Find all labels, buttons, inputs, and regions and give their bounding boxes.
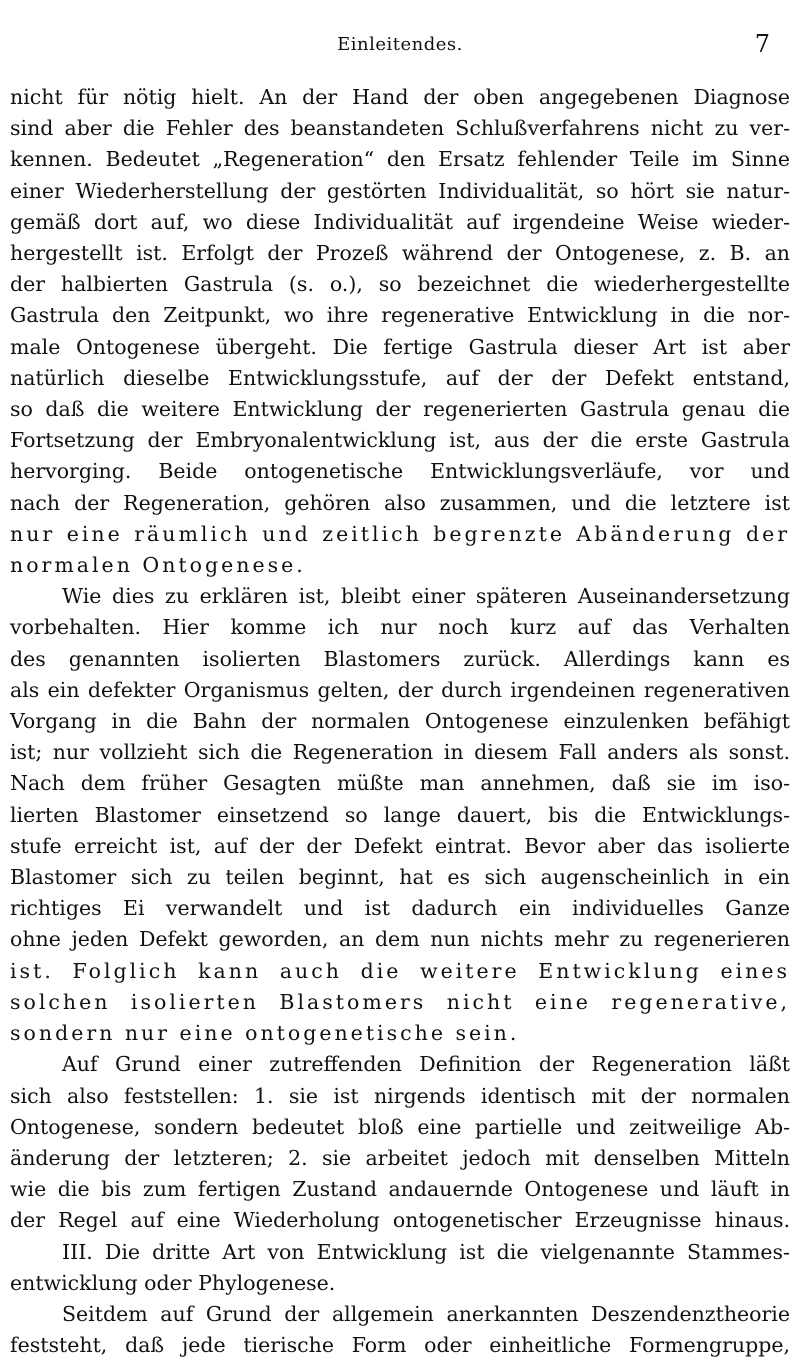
text-line: sondern nur eine ontogenetische sein. bbox=[10, 1021, 520, 1046]
text-line: feststeht, daß jede tierische Form oder einheitliche Formengruppe, bbox=[10, 1333, 790, 1358]
text-line: Seitdem auf Grund der allgemein anerkannten Deszendenztheorie bbox=[62, 1301, 790, 1326]
text-line: nicht für nötig hielt. An der Hand der oben angegebenen Diagnose bbox=[10, 85, 790, 109]
text-line: normalen Ontogenese. bbox=[10, 553, 306, 578]
running-title: Einleitendes. bbox=[337, 34, 463, 55]
body-text bbox=[10, 82, 790, 1361]
text-line: gemäß dort auf, wo diese Individualität auf irgendeine Weise wieder- bbox=[10, 209, 790, 234]
text-line: male Ontogenese übergeht. Die fertige Gastrula dieser Art ist aber bbox=[10, 334, 790, 359]
text-line: sich also feststellen: 1. sie ist nirgends identisch mit der normalen bbox=[10, 1083, 790, 1108]
text-line: vorbehalten. Hier komme ich nur noch kurz auf das Verhalten bbox=[10, 615, 790, 640]
text-line: Vorgang in die Bahn der normalen Ontogenese einzulenken befähigt bbox=[10, 709, 790, 734]
text-line: nach der Regeneration, gehören also zusammen, und die letztere ist bbox=[10, 490, 790, 515]
text-line: ist; nur vollzieht sich die Regeneration in diesem Fall anders als sonst. bbox=[10, 740, 790, 765]
text-line: sind aber die Fehler des beanstandeten Schlußverfahrens nicht zu ver- bbox=[10, 116, 790, 141]
running-head bbox=[0, 30, 800, 60]
text-line: als ein defekter Organismus gelten, der durch irgendeinen regenerativen bbox=[10, 677, 790, 702]
text-line: solchen isolierten Blastomers nicht eine regenerative, bbox=[10, 989, 790, 1014]
text-line: hervorging. Beide ontogenetische Entwicklungsverläufe, vor und bbox=[10, 459, 790, 484]
text-line: ist. Folglich kann auch die weitere Entwicklung eines bbox=[10, 958, 790, 983]
text-line: Gastrula den Zeitpunkt, wo ihre regenerative Entwicklung in die nor- bbox=[10, 303, 790, 328]
text-line: stufe erreicht ist, auf der der Defekt eintrat. Bevor aber das isolierte bbox=[10, 833, 790, 858]
text-line: hergestellt ist. Erfolgt der Prozeß während der Ontogenese, z. B. an bbox=[10, 241, 790, 266]
text-line: des genannten isolierten Blastomers zurück. Allerdings kann es bbox=[10, 646, 790, 671]
text-line: so daß die weitere Entwicklung der regenerierten Gastrula genau die bbox=[10, 397, 790, 422]
text-line: Nach dem früher Gesagten müßte man annehmen, daß sie im iso- bbox=[10, 771, 790, 796]
text-line: Ontogenese, sondern bedeutet bloß eine partielle und zeitweilige Ab- bbox=[10, 1114, 790, 1139]
text-line: Auf Grund einer zutreffenden Definition der Regeneration läßt bbox=[62, 1052, 790, 1077]
text-line: richtiges Ei verwandelt und ist dadurch ein individuelles Ganze bbox=[10, 896, 790, 921]
text-line: änderung der letzteren; 2. sie arbeitet jedoch mit denselben Mitteln bbox=[10, 1145, 790, 1170]
text-line: kennen. Bedeutet „Regeneration“ den Ersatz fehlender Teile im Sinne bbox=[10, 147, 790, 172]
text-line: Fortsetzung der Embryonalentwicklung ist, aus der die erste Gastrula bbox=[10, 428, 790, 453]
text-line: der halbierten Gastrula (s. o.), so bezeichnet die wiederhergestellte bbox=[10, 272, 790, 297]
text-line: einer Wiederherstellung der gestörten Individualität, so hört sie natur- bbox=[10, 178, 790, 203]
text-line: der Regel auf eine Wiederholung ontogenetischer Erzeugnisse hinaus. bbox=[10, 1208, 790, 1233]
text-line: natürlich dieselbe Entwicklungsstufe, auf der der Defekt entstand, bbox=[10, 365, 790, 390]
text-line: III. Die dritte Art von Entwicklung ist die vielgenannte Stammes- bbox=[62, 1239, 790, 1264]
text-line: ohne jeden Defekt geworden, an dem nun nichts mehr zu regenerieren bbox=[10, 927, 790, 952]
text-line: entwicklung oder Phylogenese. bbox=[10, 1270, 336, 1295]
text-line: wie die bis zum fertigen Zustand andauernde Ontogenese und läuft in bbox=[10, 1177, 790, 1202]
text-line: lierten Blastomer einsetzend so lange dauert, bis die Entwicklungs- bbox=[10, 802, 790, 827]
text-line: Wie dies zu erklären ist, bleibt einer späteren Auseinandersetzung bbox=[62, 584, 790, 609]
page-number: 7 bbox=[754, 30, 770, 58]
text-line: Blastomer sich zu teilen beginnt, hat es sich augenscheinlich in ein bbox=[10, 865, 790, 890]
text-line: nur eine räumlich und zeitlich begrenzte Abänderung der bbox=[10, 521, 790, 546]
